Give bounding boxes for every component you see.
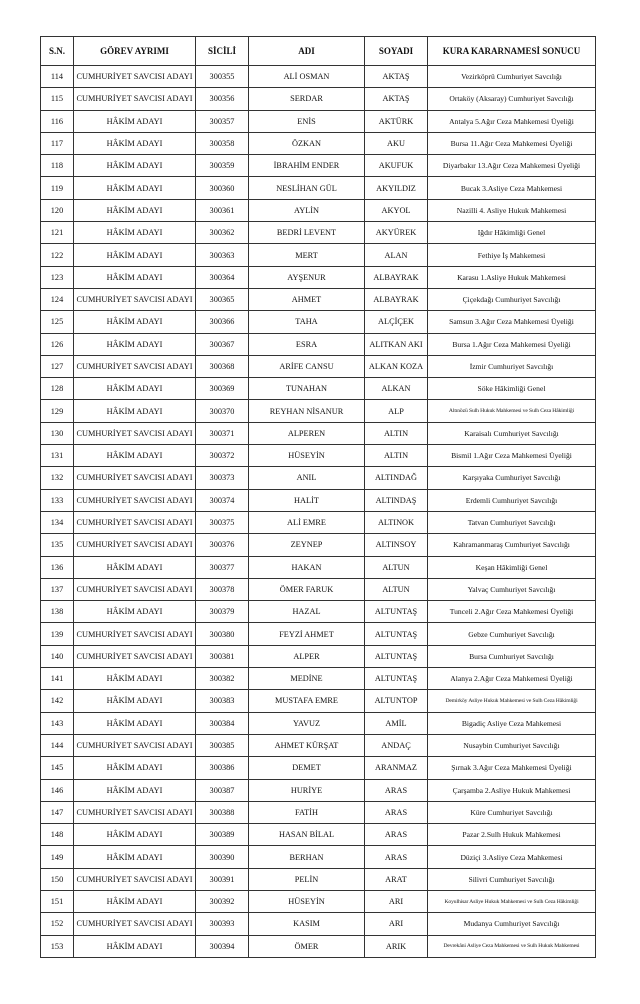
cell-sonuc: Küre Cumhuriyet Savcılığı [428,801,596,823]
table-row [41,66,596,88]
cell-gorev: HÂKİM ADAYI [74,378,196,400]
cell-adi: BERHAN [249,846,365,868]
table-row [41,489,596,511]
cell-soyadi: ARANMAZ [365,757,428,779]
cell-sonuc: Koyulhisar Asliye Hukuk Mahkemesi ve Sulh Ceza Hâkimliği [428,890,596,912]
cell-sn: 151 [41,890,74,912]
cell-gorev: CUMHURİYET SAVCISI ADAYI [74,467,196,489]
cell-soyadi: ALTIN [365,445,428,467]
table-row [41,445,596,467]
cell-sicil: 300372 [196,445,249,467]
cell-sonuc: Silivri Cumhuriyet Savcılığı [428,868,596,890]
cell-sn: 143 [41,712,74,734]
cell-adi: İBRAHİM ENDER [249,155,365,177]
table-row [41,801,596,823]
cell-adi: ENİS [249,110,365,132]
table-body [41,66,596,958]
cell-gorev: CUMHURİYET SAVCISI ADAYI [74,913,196,935]
header-sicil: SİCİLİ [196,37,249,66]
cell-sicil: 300387 [196,779,249,801]
cell-sn: 141 [41,668,74,690]
cell-sonuc: Karasu 1.Asliye Hukuk Mahkemesi [428,266,596,288]
cell-adi: NESLİHAN GÜL [249,177,365,199]
cell-sonuc: Bursa Cumhuriyet Savcılığı [428,645,596,667]
cell-gorev: CUMHURİYET SAVCISI ADAYI [74,66,196,88]
cell-adi: HÜSEYİN [249,890,365,912]
cell-gorev: CUMHURİYET SAVCISI ADAYI [74,623,196,645]
cell-sn: 133 [41,489,74,511]
cell-sonuc: Bursa 1.Ağır Ceza Mahkemesi Üyeliği [428,333,596,355]
cell-sicil: 300361 [196,199,249,221]
table-row [41,244,596,266]
cell-adi: HAKAN [249,556,365,578]
cell-sn: 132 [41,467,74,489]
cell-adi: ALPEREN [249,422,365,444]
cell-sn: 150 [41,868,74,890]
cell-gorev: CUMHURİYET SAVCISI ADAYI [74,578,196,600]
header-sonuc: KURA KARARNAMESİ SONUCU [428,37,596,66]
cell-adi: HURİYE [249,779,365,801]
cell-gorev: HÂKİM ADAYI [74,757,196,779]
cell-soyadi: AKTÜRK [365,110,428,132]
cell-adi: ZEYNEP [249,534,365,556]
cell-sicil: 300362 [196,222,249,244]
cell-sn: 153 [41,935,74,957]
cell-sicil: 300364 [196,266,249,288]
cell-gorev: CUMHURİYET SAVCISI ADAYI [74,422,196,444]
cell-sn: 116 [41,110,74,132]
cell-soyadi: ARAS [365,801,428,823]
cell-soyadi: AKYILDIZ [365,177,428,199]
cell-sonuc: Tunceli 2.Ağır Ceza Mahkemesi Üyeliği [428,601,596,623]
cell-sicil: 300363 [196,244,249,266]
cell-soyadi: ALTUNTAŞ [365,645,428,667]
table-row [41,779,596,801]
cell-gorev: HÂKİM ADAYI [74,132,196,154]
cell-sn: 131 [41,445,74,467]
table-row [41,378,596,400]
cell-sicil: 300366 [196,311,249,333]
cell-sicil: 300390 [196,846,249,868]
cell-soyadi: AKU [365,132,428,154]
cell-soyadi: ALKAN KOZA [365,355,428,377]
cell-soyadi: ALTINDAĞ [365,467,428,489]
cell-adi: BEDRİ LEVENT [249,222,365,244]
cell-adi: ALPER [249,645,365,667]
cell-sicil: 300388 [196,801,249,823]
cell-soyadi: ALTINDAŞ [365,489,428,511]
cell-sicil: 300376 [196,534,249,556]
cell-gorev: HÂKİM ADAYI [74,712,196,734]
cell-soyadi: ARAS [365,824,428,846]
cell-adi: FATİH [249,801,365,823]
cell-sicil: 300383 [196,690,249,712]
cell-sn: 130 [41,422,74,444]
cell-sonuc: Ortaköy (Aksaray) Cumhuriyet Savcılığı [428,88,596,110]
cell-adi: HALİT [249,489,365,511]
cell-sonuc: Alanya 2.Ağır Ceza Mahkemesi Üyeliği [428,668,596,690]
cell-sn: 137 [41,578,74,600]
cell-sonuc: Altınözü Sulh Hukuk Mahkemesi ve Sulh Ceza Hâkimliği [428,400,596,422]
cell-sicil: 300371 [196,422,249,444]
cell-sicil: 300360 [196,177,249,199]
cell-soyadi: ALTUNTOP [365,690,428,712]
cell-adi: HAZAL [249,601,365,623]
cell-gorev: CUMHURİYET SAVCISI ADAYI [74,868,196,890]
table-row [41,668,596,690]
cell-sonuc: Şırnak 3.Ağır Ceza Mahkemesi Üyeliği [428,757,596,779]
cell-sonuc: Keşan Hâkimliği Genel [428,556,596,578]
cell-sonuc: Iğdır Hâkimliği Genel [428,222,596,244]
cell-sonuc: İzmir Cumhuriyet Savcılığı [428,355,596,377]
cell-sn: 121 [41,222,74,244]
table-header [41,37,596,66]
cell-sicil: 300385 [196,734,249,756]
table-row [41,266,596,288]
cell-soyadi: ANDAÇ [365,734,428,756]
cell-sicil: 300365 [196,288,249,310]
table-row [41,601,596,623]
cell-gorev: HÂKİM ADAYI [74,400,196,422]
table-row [41,355,596,377]
cell-sonuc: Yalvaç Cumhuriyet Savcılığı [428,578,596,600]
cell-soyadi: ALBAYRAK [365,266,428,288]
cell-sn: 152 [41,913,74,935]
cell-adi: ARİFE CANSU [249,355,365,377]
table-row [41,333,596,355]
cell-soyadi: AKUFUK [365,155,428,177]
cell-sonuc: Diyarbakır 13.Ağır Ceza Mahkemesi Üyeliği [428,155,596,177]
cell-sonuc: Erdemli Cumhuriyet Savcılığı [428,489,596,511]
cell-adi: MERT [249,244,365,266]
cell-sicil: 300386 [196,757,249,779]
table-row [41,623,596,645]
table-row [41,311,596,333]
cell-sn: 140 [41,645,74,667]
cell-sn: 142 [41,690,74,712]
cell-adi: YAVUZ [249,712,365,734]
cell-sn: 115 [41,88,74,110]
cell-sonuc: Söke Hâkimliği Genel [428,378,596,400]
cell-adi: ALİ EMRE [249,511,365,533]
cell-sn: 145 [41,757,74,779]
cell-sonuc: Düziçi 3.Asliye Ceza Mahkemesi [428,846,596,868]
cell-sn: 147 [41,801,74,823]
cell-soyadi: ALTUN [365,556,428,578]
cell-soyadi: AKYOL [365,199,428,221]
cell-soyadi: ALKAN [365,378,428,400]
cell-adi: HÜSEYİN [249,445,365,467]
cell-sn: 134 [41,511,74,533]
table-row [41,534,596,556]
cell-soyadi: ARAT [365,868,428,890]
table-row [41,734,596,756]
cell-sonuc: Kahramanmaraş Cumhuriyet Savcılığı [428,534,596,556]
cell-soyadi: ALTINSOY [365,534,428,556]
cell-sonuc: Bigadiç Asliye Ceza Mahkemesi [428,712,596,734]
cell-sonuc: Karaisalı Cumhuriyet Savcılığı [428,422,596,444]
cell-adi: AYLİN [249,199,365,221]
cell-sn: 128 [41,378,74,400]
cell-sn: 120 [41,199,74,221]
cell-adi: PELİN [249,868,365,890]
cell-sonuc: Çiçekdağı Cumhuriyet Savcılığı [428,288,596,310]
table-row [41,690,596,712]
cell-sonuc: Gebze Cumhuriyet Savcılığı [428,623,596,645]
cell-sn: 114 [41,66,74,88]
cell-sn: 123 [41,266,74,288]
cell-adi: ÖMER FARUK [249,578,365,600]
cell-gorev: CUMHURİYET SAVCISI ADAYI [74,355,196,377]
table-row [41,757,596,779]
cell-sonuc: Karşıyaka Cumhuriyet Savcılığı [428,467,596,489]
cell-sicil: 300392 [196,890,249,912]
cell-sn: 118 [41,155,74,177]
cell-sn: 139 [41,623,74,645]
cell-sicil: 300358 [196,132,249,154]
table-row [41,155,596,177]
cell-sonuc: Bismil 1.Ağır Ceza Mahkemesi Üyeliği [428,445,596,467]
cell-adi: AYŞENUR [249,266,365,288]
cell-adi: FEYZİ AHMET [249,623,365,645]
cell-sicil: 300367 [196,333,249,355]
cell-gorev: HÂKİM ADAYI [74,779,196,801]
header-row [41,37,596,66]
cell-soyadi: ALTUNTAŞ [365,623,428,645]
cell-sicil: 300369 [196,378,249,400]
table-row [41,712,596,734]
header-sn: S.N. [41,37,74,66]
cell-gorev: CUMHURİYET SAVCISI ADAYI [74,645,196,667]
table-row [41,132,596,154]
cell-sonuc: Nazilli 4. Asliye Hukuk Mahkemesi [428,199,596,221]
table-row [41,935,596,957]
cell-sonuc: Samsun 3.Ağır Ceza Mahkemesi Üyeliği [428,311,596,333]
cell-adi: ALİ OSMAN [249,66,365,88]
cell-soyadi: AMİL [365,712,428,734]
cell-sonuc: Devrekâni Asliye Ceza Mahkemesi ve Sulh Hukuk Mahkemesi [428,935,596,957]
cell-adi: ANIL [249,467,365,489]
cell-gorev: HÂKİM ADAYI [74,333,196,355]
cell-gorev: HÂKİM ADAYI [74,155,196,177]
cell-sicil: 300389 [196,824,249,846]
table-row [41,288,596,310]
table-row [41,422,596,444]
cell-sonuc: Antalya 5.Ağır Ceza Mahkemesi Üyeliği [428,110,596,132]
cell-sonuc: Nusaybin Cumhuriyet Savcılığı [428,734,596,756]
cell-sn: 124 [41,288,74,310]
cell-gorev: HÂKİM ADAYI [74,556,196,578]
cell-sonuc: Vezirköprü Cumhuriyet Savcılığı [428,66,596,88]
cell-sicil: 300382 [196,668,249,690]
cell-gorev: HÂKİM ADAYI [74,690,196,712]
cell-adi: TUNAHAN [249,378,365,400]
cell-adi: REYHAN NİSANUR [249,400,365,422]
cell-sicil: 300378 [196,578,249,600]
cell-adi: AHMET KÜRŞAT [249,734,365,756]
cell-sn: 126 [41,333,74,355]
table-row [41,890,596,912]
cell-sicil: 300374 [196,489,249,511]
cell-sonuc: Çarşamba 2.Asliye Hukuk Mahkemesi [428,779,596,801]
cell-sonuc: Demirköy Asliye Hukuk Mahkemesi ve Sulh Ceza Hâkimliği [428,690,596,712]
cell-sonuc: Fethiye İş Mahkemesi [428,244,596,266]
cell-gorev: CUMHURİYET SAVCISI ADAYI [74,288,196,310]
cell-sicil: 300394 [196,935,249,957]
cell-adi: AHMET [249,288,365,310]
cell-soyadi: ARAS [365,779,428,801]
cell-sicil: 300379 [196,601,249,623]
cell-gorev: HÂKİM ADAYI [74,199,196,221]
cell-adi: ESRA [249,333,365,355]
cell-gorev: CUMHURİYET SAVCISI ADAYI [74,88,196,110]
cell-soyadi: AKTAŞ [365,66,428,88]
cell-adi: MEDİNE [249,668,365,690]
table-row [41,88,596,110]
cell-gorev: CUMHURİYET SAVCISI ADAYI [74,511,196,533]
header-adi: ADI [249,37,365,66]
cell-soyadi: ALTIN [365,422,428,444]
cell-sonuc: Bucak 3.Asliye Ceza Mahkemesi [428,177,596,199]
cell-adi: KASIM [249,913,365,935]
cell-gorev: HÂKİM ADAYI [74,177,196,199]
cell-soyadi: ALTUN [365,578,428,600]
cell-sn: 144 [41,734,74,756]
table-row [41,846,596,868]
cell-adi: SERDAR [249,88,365,110]
cell-gorev: HÂKİM ADAYI [74,244,196,266]
cell-soyadi: ARAS [365,846,428,868]
table-row [41,400,596,422]
cell-soyadi: AKTAŞ [365,88,428,110]
cell-sicil: 300357 [196,110,249,132]
cell-soyadi: AKYÜREK [365,222,428,244]
cell-sicil: 300356 [196,88,249,110]
cell-soyadi: ARI [365,913,428,935]
cell-gorev: CUMHURİYET SAVCISI ADAYI [74,489,196,511]
cell-sn: 129 [41,400,74,422]
cell-sicil: 300377 [196,556,249,578]
cell-gorev: CUMHURİYET SAVCISI ADAYI [74,534,196,556]
cell-soyadi: ALP [365,400,428,422]
cell-sonuc: Tatvan Cumhuriyet Savcılığı [428,511,596,533]
cell-adi: ÖZKAN [249,132,365,154]
cell-gorev: CUMHURİYET SAVCISI ADAYI [74,801,196,823]
table-row [41,177,596,199]
cell-sonuc: Bursa 11.Ağır Ceza Mahkemesi Üyeliği [428,132,596,154]
cell-sn: 135 [41,534,74,556]
cell-adi: ÖMER [249,935,365,957]
cell-soyadi: ARI [365,890,428,912]
cell-gorev: CUMHURİYET SAVCISI ADAYI [74,734,196,756]
cell-adi: MUSTAFA EMRE [249,690,365,712]
cell-sn: 119 [41,177,74,199]
cell-sicil: 300370 [196,400,249,422]
cell-adi: TAHA [249,311,365,333]
cell-gorev: HÂKİM ADAYI [74,668,196,690]
table-row [41,199,596,221]
cell-sn: 122 [41,244,74,266]
cell-sn: 149 [41,846,74,868]
cell-sicil: 300391 [196,868,249,890]
cell-gorev: HÂKİM ADAYI [74,311,196,333]
table-row [41,556,596,578]
cell-sicil: 300380 [196,623,249,645]
cell-soyadi: ALTUNTAŞ [365,668,428,690]
cell-gorev: HÂKİM ADAYI [74,110,196,132]
cell-soyadi: ALTINOK [365,511,428,533]
cell-sonuc: Pazar 2.Sulh Hukuk Mahkemesi [428,824,596,846]
table-row [41,110,596,132]
cell-soyadi: ALAN [365,244,428,266]
cell-sicil: 300384 [196,712,249,734]
cell-soyadi: ALITKAN AKI [365,333,428,355]
cell-sicil: 300375 [196,511,249,533]
table-row [41,467,596,489]
cell-gorev: HÂKİM ADAYI [74,222,196,244]
cell-gorev: HÂKİM ADAYI [74,601,196,623]
table-row [41,222,596,244]
table-row [41,868,596,890]
cell-sn: 148 [41,824,74,846]
table-row [41,511,596,533]
cell-adi: HASAN BİLAL [249,824,365,846]
cell-adi: DEMET [249,757,365,779]
cell-sonuc: Mudanya Cumhuriyet Savcılığı [428,913,596,935]
cell-soyadi: ALÇİÇEK [365,311,428,333]
table-row [41,913,596,935]
cell-sicil: 300368 [196,355,249,377]
cell-gorev: HÂKİM ADAYI [74,890,196,912]
assignment-table [40,36,596,958]
cell-gorev: HÂKİM ADAYI [74,935,196,957]
cell-sn: 146 [41,779,74,801]
table-row [41,645,596,667]
header-soyadi: SOYADI [365,37,428,66]
cell-sn: 125 [41,311,74,333]
cell-sn: 138 [41,601,74,623]
cell-gorev: HÂKİM ADAYI [74,266,196,288]
cell-sicil: 300355 [196,66,249,88]
table-row [41,578,596,600]
cell-sicil: 300373 [196,467,249,489]
cell-gorev: HÂKİM ADAYI [74,846,196,868]
cell-sn: 136 [41,556,74,578]
table-row [41,824,596,846]
cell-sicil: 300393 [196,913,249,935]
cell-sicil: 300381 [196,645,249,667]
header-gorev: GÖREV AYRIMI [74,37,196,66]
cell-soyadi: ALBAYRAK [365,288,428,310]
cell-sn: 127 [41,355,74,377]
cell-soyadi: ARIK [365,935,428,957]
cell-gorev: HÂKİM ADAYI [74,445,196,467]
cell-soyadi: ALTUNTAŞ [365,601,428,623]
cell-gorev: HÂKİM ADAYI [74,824,196,846]
cell-sicil: 300359 [196,155,249,177]
cell-sn: 117 [41,132,74,154]
